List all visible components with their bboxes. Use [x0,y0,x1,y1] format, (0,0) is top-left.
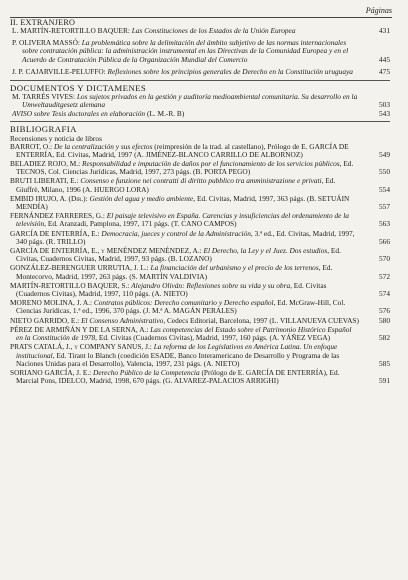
entry-author: GONZÁLEZ-BERENGUER URRUTIA, J. L.: [10,263,151,273]
entry-author: GARCÍA DE ENTERRÍA, E.: [10,228,102,238]
entry-details: , Ed. Montecorvo, Madrid, 1997, 263 págs. (S. MARTÍN VALDIVIA) [16,263,333,281]
entry-title: Los sujetos privados en la gestión y auditoría medioambiental comunitaria. Su desarrollo en la Umweltauditgesetz alemana [22,92,358,110]
entry-details: , Ed. Civitas, Cuadernos Civitas, Madrid, 1997, 93 págs. (B. LOZANO) [16,246,341,264]
divider [10,80,390,81]
entry-title: Derecho Público de la Competencia [93,367,200,377]
entry-details: , Ed. Civitas (Cuadernos Civitas), Madrid, 1997, 160 págs. (A. YÁÑEZ VEGA) [95,333,331,343]
entry-title: De la centralización y sus efectos [53,141,153,151]
entry-title: El paisaje televisivo en España. Carencias y insuficiencias del ordenamiento de la televisión [16,211,349,229]
entry-author: SORIANO GARCÍA, J. E.: [10,367,94,377]
entry-title: La financiación del urbanismo y el precio de los terrenos [150,263,319,273]
entry-page-number: 572 [378,271,390,281]
entry-details: (reimpresión de la trad. al castellano), Prólogo de E. GARCÍA DE ENTERRÍA, Ed. Civitas, Madrid, 1997 (A. JIMÉNEZ-BLANCO CARRILLO DE ALBORNOZ) [16,141,349,159]
entry-details: (L. M.-R. B) [145,109,185,119]
index-entry [10,317,390,325]
index-entry [10,264,390,280]
entry-title: Consenso e funzione nei contratti di diritto pubblico tra amministrazione e privati [80,176,322,186]
entry-details: , Ed. Aranzadi, Pamplona, 1997, 171 págs. (T. CANO CAMPOS) [44,219,237,229]
entry-page-number: 554 [378,184,390,194]
entry-title: AVISO sobre Tesis doctorales en elaboración [12,109,146,119]
index-entry [10,93,390,109]
entry-author: PRATS CATALÁ, J., y COMPANY SANUS, J.: [10,342,154,352]
entry-page-number: 566 [378,236,390,246]
index-entry [10,110,390,118]
entry-author: P. OLIVERA MASSÓ: [12,38,82,48]
entry-title: Alejandro Oliván: Reflexiones sobre su vida y su obra [131,280,291,290]
entry-author: EMBID IRUJO, A. (Dir.): [10,193,90,203]
entry-title: Responsabilidad e imputación de daños por el funcionamiento de los servicios públicos [82,159,340,169]
index-entry [10,160,390,176]
index-entry [10,247,390,263]
index-entry [10,39,390,64]
entry-details: , Ed. TECNOS, Col. Ciencias Jurídicas, Madrid, 1997, 273 págs. (B. PORTA PEGO) [16,159,354,177]
entry-page-number: 445 [378,54,390,64]
entry-author: M. TARRÉS VIVES: [12,92,77,102]
entry-author: BARROT, O.: [10,141,54,151]
index-entry [10,177,390,193]
entry-title: El Consenso Administrativo [81,315,164,325]
entry-title: Contratos públicos: Derecho comunitario y Derecho español [93,298,274,308]
entry-page-number: 582 [378,333,390,343]
entry-author: J. P. CAJARVILLE-PELUFFO: [12,66,108,76]
divider [10,121,390,122]
section-documentos [10,83,390,119]
entry-page-number: 570 [378,254,390,264]
bibliografia-list [10,143,390,386]
entry-details: (Prólogo de E. GARCÍA DE ENTERRÍA), Ed. Marcial Pons, IDELCO, Madrid, 1998, 670 págs. (G. ALVAREZ-PALACIOS ARRIGHI) [16,367,340,386]
top-rule [10,17,392,18]
section-bibliografia [10,124,390,386]
entry-details: , Ed. Civitas (Cuadernos Civitas), Madrid, 1997, 110 págs. (A. NIETO) [16,280,327,299]
index-entry [10,282,390,298]
index-entry [10,143,390,159]
entry-page-number: 503 [378,100,390,110]
index-entry [10,369,390,385]
entry-page-number: 576 [378,306,390,316]
entry-page-number: 574 [378,289,390,299]
entry-title: Las competencias del Estado sobre el Patrimonio Histórico Español en la Constitución de 1978 [16,324,352,343]
entry-author: BELADIEZ ROJO, M.: [10,159,83,169]
entry-title: Gestión del agua y medio ambiente [89,193,194,203]
entry-details: , Ed. Civitas, Madrid, 1997, 363 págs. (B. SETUÁIN MENDÍA) [16,193,350,212]
entry-author: PÉREZ DE ARMIÑÁN Y DE LA SERNA, A.: [10,324,151,334]
entry-details: , Ed. Tirant lo Blanch (coedición ESADE, Banco Interamericano de Desarrollo y Programa de las Naciones Unidas para el Desarrollo), Valencia, 1997, 231 págs. (A. NIETO) [16,350,340,368]
entry-author: NIETO GARRIDO, E.: [10,315,82,325]
section-title: DOCUMENTOS Y DICTAMENES [10,83,147,94]
entry-page-number: 563 [378,219,390,229]
entry-title: La problemática sobre la delimitación del ámbito subjetivo de las normas internacionales sobre contratación pública: la administración instrumental en las Directivas de la Comunidad Europea y en el Acuerdo de Contratación Pública de la Organización Mundial del Comercio [22,38,349,64]
entry-details: , Ed. McGraw-Hill, Col. Ciencias Jurídicas, 1.ª ed., 1996, 370 págs. (J. M.ª A. MAGÁN PERALES) [16,298,346,316]
section-subtitle: Recensiones y noticia de libros [10,133,102,143]
entry-details: , Ed. Giuffrè, Milano, 1996 (A. HUERGO LORA) [16,176,336,194]
entry-page-number: 549 [378,149,390,159]
entry-page-number: 580 [378,315,390,325]
index-entry [10,68,390,76]
section-extranjero [10,18,390,76]
entry-author: MORENO MOLINA, J. A.: [10,298,94,308]
entry-title: El Derecho, la Ley y el Juez. Dos estudios [203,246,328,256]
entry-page-number: 543 [378,109,390,119]
entry-author: FERNÁNDEZ FARRERES, G.: [10,211,107,221]
index-entry [10,212,390,228]
entry-author: MARTÍN-RETORTILLO BAQUER, S.: [10,280,132,290]
section-title: BIBLIOGRAFIA [10,123,77,134]
pages-column-label: Páginas [365,6,392,15]
documentos-list [10,93,390,119]
section-title: II. EXTRANJERO [10,18,76,27]
entry-title: Las Constituciones de los Estados de la Unión Europea [131,26,296,35]
entry-page-number: 475 [378,66,390,76]
entry-page-number: 431 [378,26,390,35]
index-entry [10,326,390,342]
entry-page-number: 557 [378,202,390,212]
entry-page-number: 591 [378,376,390,386]
index-entry [10,195,390,211]
entry-title: Democracia, jueces y control de la Administración [101,228,251,238]
extranjero-list [10,27,390,76]
entry-author: GARCÍA DE ENTERRÍA, E., y MENÉNDEZ MENÉNDEZ, A.: [10,246,204,256]
index-entry [10,343,390,368]
entry-author: L. MARTÍN-RETORTILLO BAQUER: [12,26,132,35]
entry-details: , 3.ª ed., Ed. Civitas, Madrid, 1997, 340 págs. (R. TRILLO) [16,228,355,246]
entry-details: , Cedecs Editorial, Barcelona, 1997 (L. VILLANUEVA CUEVAS) [163,315,359,325]
index-entry [10,230,390,246]
index-entry [10,299,390,315]
entry-page-number: 585 [378,358,390,368]
index-entry [10,27,390,35]
entry-author: BRUTI LIBERATI, E.: [10,176,81,186]
entry-title: Reflexiones sobre los principios generales de Derecho en la Constitución uruguaya [107,66,353,76]
entry-title: La reforma de los Legislativos en América Latina. Un enfoque institucional [16,342,338,360]
entry-page-number: 550 [378,167,390,177]
